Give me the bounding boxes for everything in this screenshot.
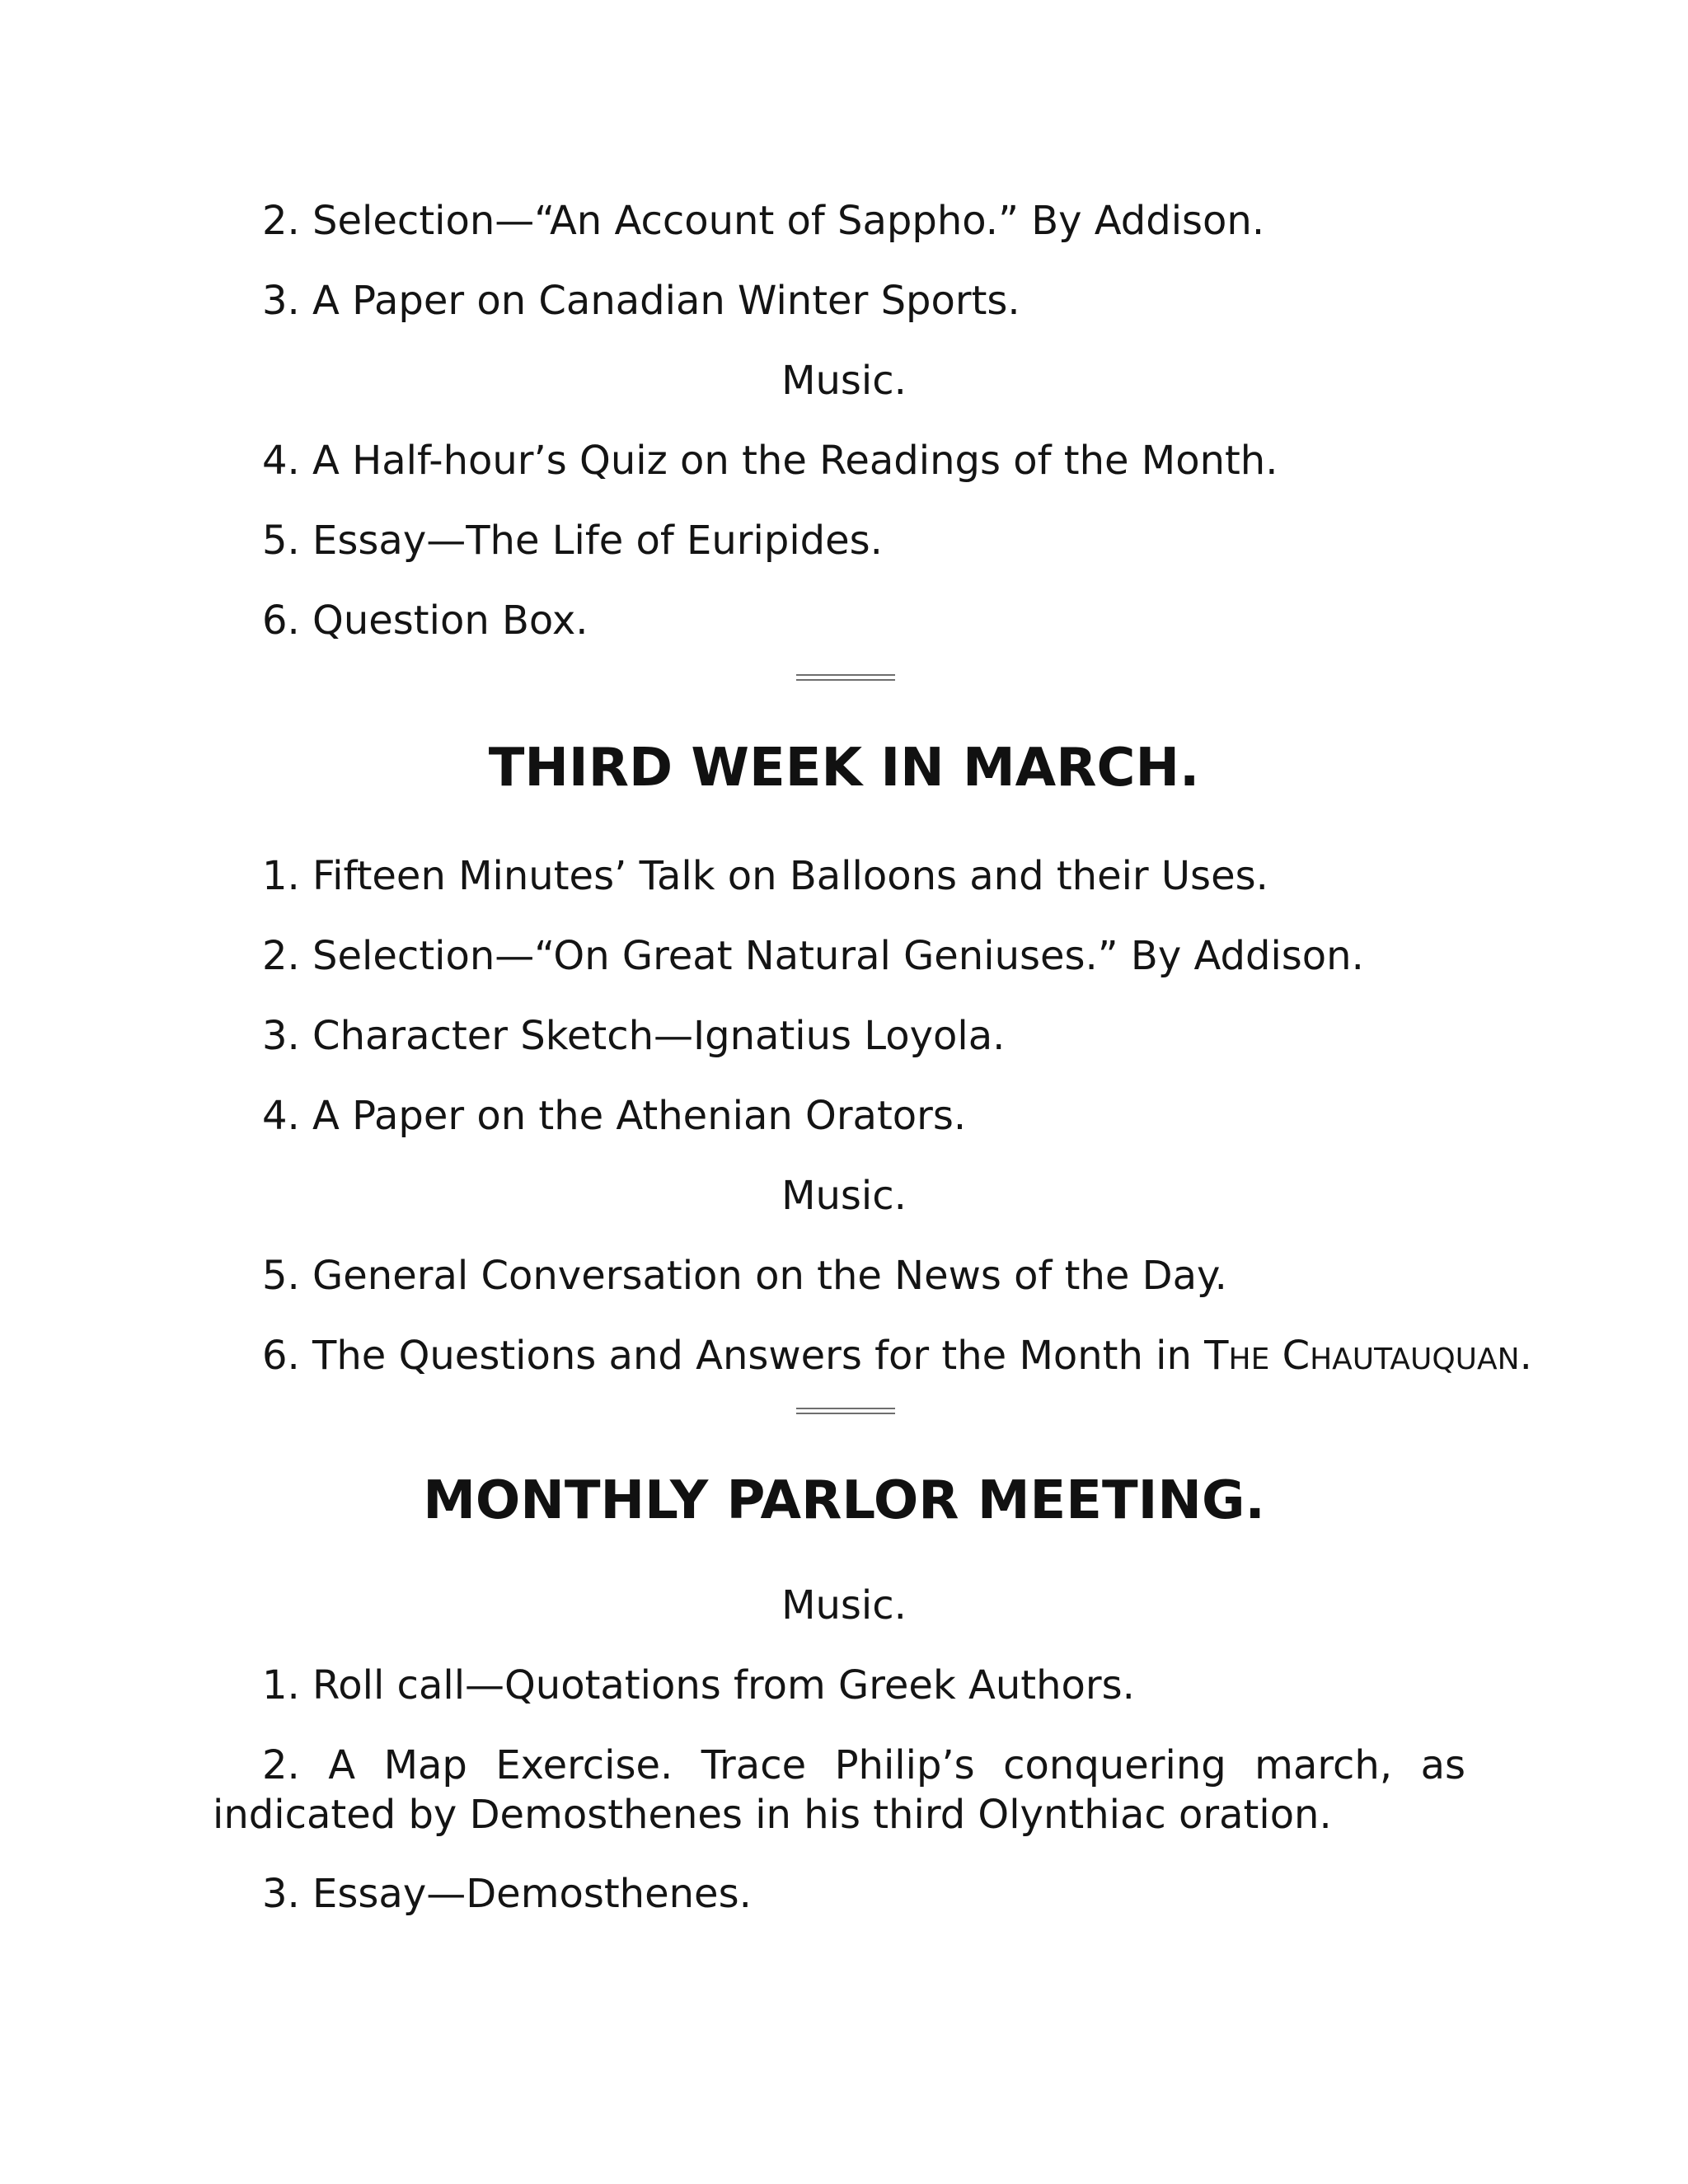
music-interlude: Music.: [781, 1173, 907, 1219]
publication-title-smallcaps: HAUTAUQUAN: [1310, 1343, 1520, 1376]
item-text: 6. The Questions and Answers for the Month in: [262, 1333, 1205, 1379]
program-item-map-exercise: 2. A Map Exercise. Trace Philip’s conquering march, as indicated by Demosthenes in his third Olynthiac oration.: [213, 1742, 1465, 1838]
program-item: 3. A Paper on Canadian Winter Sports.: [262, 278, 1020, 324]
music-interlude: Music.: [781, 358, 907, 404]
program-item-chautauquan: [262, 1331, 1532, 1385]
publication-title-letter: C: [1282, 1333, 1311, 1379]
program-item: 2. Selection—“On Great Natural Geniuses.” By Addison.: [262, 933, 1364, 979]
section-heading-third-week: THIRD WEEK IN MARCH.: [488, 738, 1200, 799]
section-heading-parlor-meeting: MONTHLY PARLOR MEETING.: [423, 1470, 1265, 1531]
item-punctuation: .: [1519, 1333, 1532, 1379]
program-item: 3. Character Sketch—Ignatius Loyola.: [262, 1013, 1006, 1059]
publication-title-smallcaps: HE: [1228, 1343, 1270, 1376]
program-item: 1. Fifteen Minutes’ Talk on Balloons and their Uses.: [262, 853, 1268, 899]
program-item: 4. A Half-hour’s Quiz on the Readings of the Month.: [262, 438, 1278, 484]
program-item: 5. General Conversation on the News of the Day.: [262, 1253, 1227, 1299]
program-item: 6. Question Box.: [262, 598, 588, 644]
music-interlude: Music.: [781, 1582, 907, 1629]
program-item: 1. Roll call—Quotations from Greek Authors.: [262, 1662, 1135, 1708]
section-divider: [796, 674, 895, 681]
program-item: 2. Selection—“An Account of Sappho.” By Addison.: [262, 198, 1265, 244]
publication-title-letter: T: [1204, 1333, 1229, 1379]
program-item: 3. Essay—Demosthenes.: [262, 1871, 752, 1917]
section-divider: [796, 1408, 895, 1414]
program-item: 4. A Paper on the Athenian Orators.: [262, 1093, 967, 1139]
program-item: 5. Essay—The Life of Euripides.: [262, 518, 883, 564]
